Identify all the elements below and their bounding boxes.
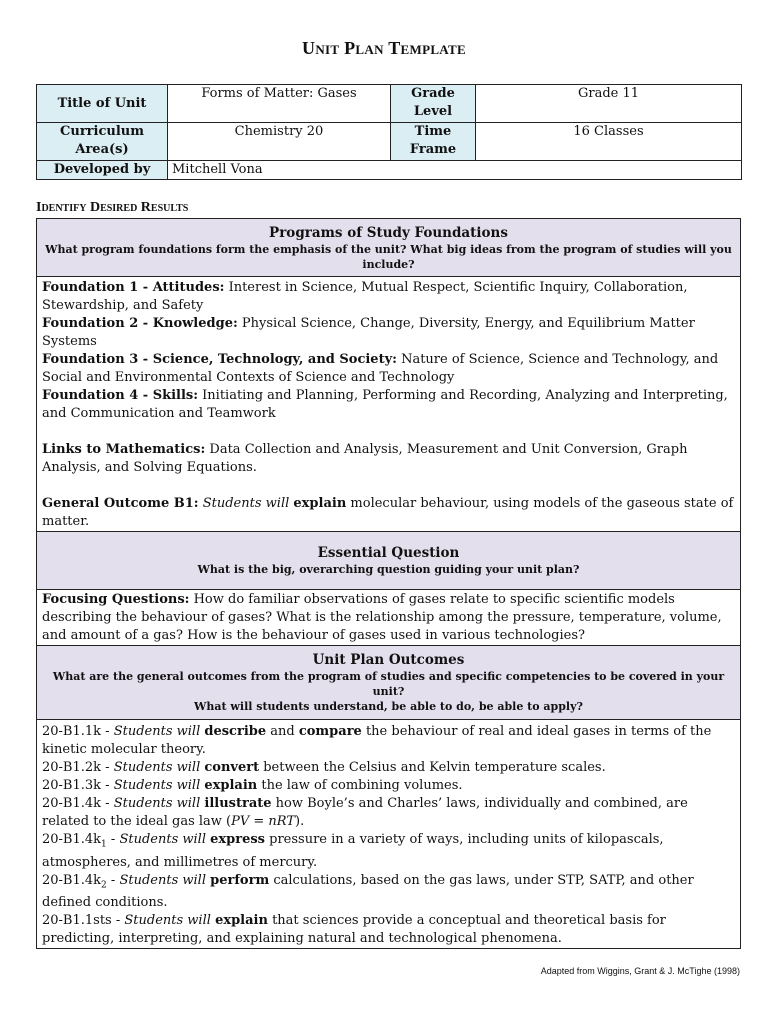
programs-header [37, 219, 741, 277]
outcome-1-1sts: 20-B1.1sts - Students will explain that sciences provide a conceptual and theoretical basis for predicting, interpreting, and explaining natural and technological phenomena. [42, 913, 666, 947]
desired-results-table [36, 218, 741, 949]
outcome-1-4k1: $20-B1.4k_1$ - Students will express pressure in a variety of ways, including units of kilopascals, atmospheres, and millimetres of mercury. [42, 832, 664, 870]
essential-question-title: Essential Question [317, 545, 460, 561]
links-to-mathematics: Links to Mathematics: Data Collection and Analysis, Measurement and Unit Conversion, Graph Analysis, and Solving Equations. [42, 442, 688, 475]
unit-plan-outcomes-title: Unit Plan Outcomes [312, 652, 465, 668]
time-frame-value: 16 Classes [476, 123, 742, 161]
unit-plan-outcomes-list [37, 720, 741, 949]
page-title: Unit Plan Template [302, 38, 466, 58]
foundation-3: Foundation 3 - Science, Technology, and Society: Nature of Science, Science and Technology, and Social and Environmental Contexts of Science and Technology [42, 352, 719, 385]
curriculum-area-label: Curriculum Area(s) [37, 123, 168, 161]
outcome-1-2k: 20-B1.2k - Students will convert between the Celsius and Kelvin temperature scales. [42, 760, 606, 775]
title-of-unit-value: Forms of Matter: Gases [168, 85, 391, 123]
programs-subtitle: What program foundations form the emphasis of the unit? What big ideas from the program of studies will you include? [45, 242, 732, 271]
grade-level-value: Grade 11 [476, 85, 742, 123]
foundation-2: Foundation 2 - Knowledge: Physical Science, Change, Diversity, Energy, and Equilibrium Matter Systems [42, 316, 695, 349]
unit-info-table [36, 84, 742, 180]
outcome-1-3k: 20-B1.3k - Students will explain the law of combining volumes. [42, 778, 463, 793]
programs-content [37, 277, 741, 532]
developed-by-label: Developed by [37, 161, 168, 180]
foundation-1: Foundation 1 - Attitudes: Interest in Science, Mutual Respect, Scientific Inquiry, Collaboration, Stewardship, and Safety [42, 280, 688, 313]
outcome-1-4k2: $20-B1.4k_2$ - Students will perform calculations, based on the gas laws, under STP, SATP, and other defined conditions. [42, 872, 694, 911]
outcome-1-4k: 20-B1.4k - Students will illustrate how Boyle’s and Charles’ laws, individually and combined, are related to the ideal gas law (PV = nRT). [42, 796, 688, 829]
foundation-4: Foundation 4 - Skills: Initiating and Planning, Performing and Recording, Analyzing and Interpreting, and Communication and Teamwork [42, 388, 728, 421]
essential-question-header [37, 532, 741, 590]
unit-plan-outcomes-subtitle-2: What will students understand, be able to do, be able to apply? [194, 700, 583, 713]
programs-title: Programs of Study Foundations [269, 224, 508, 241]
essential-question-subtitle: What is the big, overarching question guiding your unit plan? [197, 563, 580, 576]
general-outcome-b1: General Outcome B1: Students will explain molecular behaviour, using models of the gaseous state of matter. [42, 496, 734, 529]
time-frame-label: Time Frame [391, 123, 476, 161]
focusing-questions: Focusing Questions: How do familiar observations of gases relate to specific scientific models describing the behaviour of gases? What is the relationship among the pressure, temperature, volume, and amount of a gas? How is the behaviour of gases used in various technologies? [37, 590, 741, 646]
grade-level-label: Grade Level [391, 85, 476, 123]
unit-plan-outcomes-header [37, 646, 741, 720]
title-of-unit-label: Title of Unit [37, 85, 168, 123]
unit-plan-outcomes-subtitle-1: What are the general outcomes from the program of studies and specific competencies to be covered in your unit? [52, 670, 725, 698]
footer-attribution: Adapted from Wiggins, Grant & J. McTighe (1998) [540, 966, 740, 976]
curriculum-area-value: Chemistry 20 [168, 123, 391, 161]
identify-desired-results-heading: Identify Desired Results [36, 200, 189, 215]
outcome-1-1k: 20-B1.1k - Students will describe and compare the behaviour of real and ideal gases in terms of the kinetic molecular theory. [42, 724, 712, 757]
developed-by-value: Mitchell Vona [168, 161, 742, 180]
